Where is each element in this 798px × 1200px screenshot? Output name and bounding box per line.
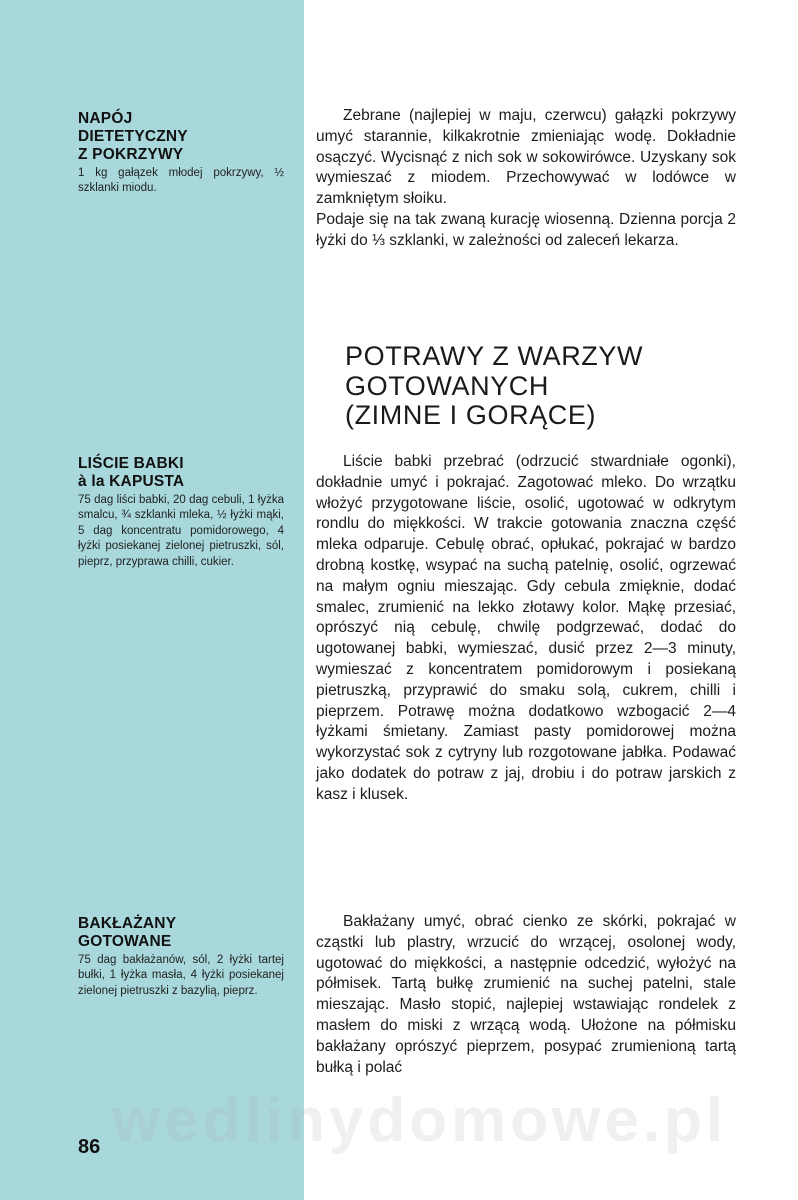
instruction-paragraph: Podaje się na tak zwaną kurację wiosenną. Dzienna porcja 2 łyżki do ⅓ szklanki, w zależności od zaleceń lekarza. (316, 210, 736, 249)
instruction-paragraph: Zebrane (najlepiej w maju, czerwcu) gałązki pokrzywy umyć starannie, kilkakrotnie zmieniając wodę. Dokładnie osączyć. Wycisnąć z nich sok w sokowirówce. Uzyskany sok wymieszać z miodem. Przechowywać w lodówce w zamkniętym słoiku. (316, 107, 736, 208)
recipe-instructions (316, 106, 736, 252)
recipe-title: NAPÓJ DIETETYCZNY Z POKRZYWY (78, 110, 188, 163)
recipe-title: BAKŁAŻANY GOTOWANE (78, 915, 177, 950)
recipe-ingredients: 75 dag bakłażanów, sól, 2 łyżki tartej bułki, 1 łyżka masła, 4 łyżki posiekanej zielonej pietruszki z bazylią, pieprz. (78, 954, 284, 997)
watermark: wedlinydomowe.pl (112, 1086, 728, 1155)
recipe-ingredients: 1 kg gałązek młodej pokrzywy, ½ szklanki miodu. (78, 167, 284, 195)
recipe-ingredients-block (78, 110, 284, 197)
section-heading: POTRAWY Z WARZYW GOTOWANYCH (ZIMNE I GORĄCE) (345, 341, 644, 430)
instruction-paragraph: Bakłażany umyć, obrać cienko ze skórki, pokrajać w cząstki lub plastry, wrzucić do wrzącej, osolonej wody, ugotować do miękkości, a następnie odcedzić, wyłożyć na półmisek. Tartą bułkę zrumienić na suchej patelni, stale mieszając. Masło stopić, najlepiej wstawiając rondelek z masłem do miski z wrzącą wodą. Ułożone na półmisku bakłażany oprószyć pieprzem, posypać zrumienioną tartą bułką i polać (316, 913, 736, 1076)
recipe-ingredients-block (78, 915, 284, 999)
page-number: 86 (78, 1136, 101, 1158)
recipe-title: LIŚCIE BABKI à la KAPUSTA (78, 455, 185, 490)
recipe-ingredients-block (78, 455, 284, 570)
instruction-paragraph: Liście babki przebrać (odrzucić stwardniałe ogonki), dokładnie umyć i pokrajać. Zagotować mleko. Do wrzątku włożyć przygotowane liście, osolić, ugotować w odkrytym rondlu do miękkości. W trakcie gotowania znaczna część mleka odparuje. Cebulę obrać, opłukać, pokrajać w bardzo drobną kostkę, wsypać na suchą patelnię, osolić, ogrzewać na małym ogniu mieszając. Gdy cebula zmięknie, dodać smalec, zrumienić na lekko złotawy kolor. Mąkę przesiać, oprószyć nią cebulę, chwilę podgrzewać, dodać do ugotowanej babki, wymieszać, dusić przez 2—3 minuty, wymieszać z koncentratem pomidorowym i posiekaną pietruszką, przyprawić do smaku solą, cukrem, chilli i pieprzem. Potrawę można dodatkowo wzbogacić 2—4 łyżkami śmietany. Zamiast pasty pomidorowej można wykorzystać sok z cytryny lub rozgotowane jabłka. Podawać jako dodatek do potraw z jaj, drobiu i do potraw jarskich z kasz i klusek. (316, 453, 736, 803)
recipe-ingredients: 75 dag liści babki, 20 dag cebuli, 1 łyżka smalcu, ¾ szklanki mleka, ½ łyżki mąki, 5 dag koncentratu pomidorowego, 4 łyżki posiekanej zielonej pietruszki, sól, pieprz, przyprawa chilli, cukier. (78, 494, 284, 568)
recipe-instructions (316, 452, 736, 806)
recipe-instructions (316, 912, 736, 1078)
